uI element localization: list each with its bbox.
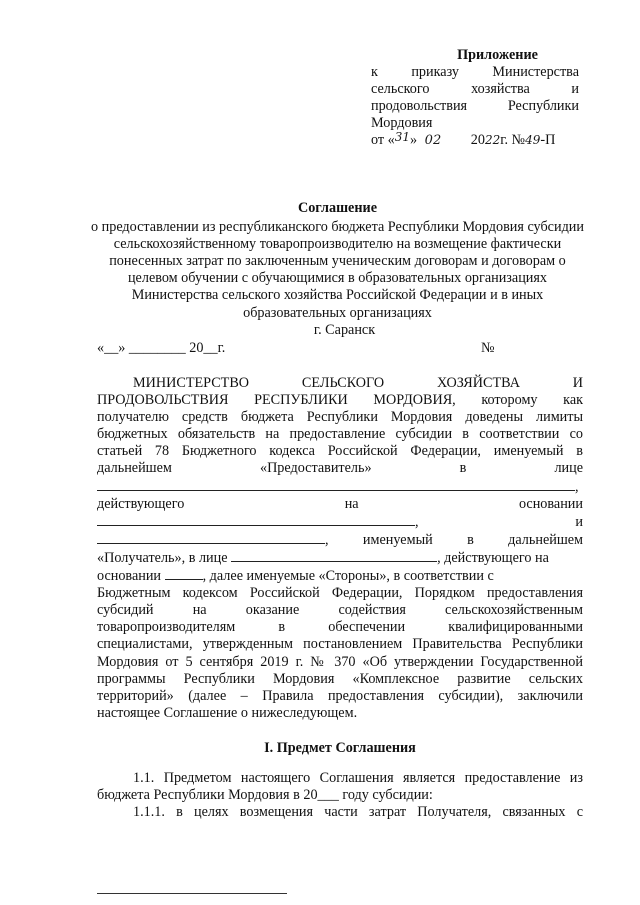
appendix-word: Министерства <box>492 64 579 81</box>
preamble <box>97 375 583 722</box>
text-word: , <box>575 478 579 495</box>
text-word: обеспечении <box>328 619 406 636</box>
text-word: основании <box>97 568 162 585</box>
appendix-word: сельского <box>371 81 430 98</box>
handwritten-number: 49 <box>525 133 541 148</box>
text-word: МОРДОВИЯ, <box>373 392 456 409</box>
appendix-word: к <box>371 64 378 81</box>
text-word: содействия <box>338 602 406 619</box>
text-line: 1.1. Предметом настоящего Соглашения является предоставление из <box>133 770 583 786</box>
text-word: субсидий <box>97 602 154 619</box>
text-word: на <box>344 495 359 512</box>
agreement-city: г. Саранск <box>313 321 376 338</box>
text-word: , <box>325 531 329 548</box>
text-word: как <box>563 392 584 409</box>
text-line: программы Республики Мордовия «Комплексное развитие сельских <box>97 670 583 687</box>
text-line: настоящее Соглашение о нижеследующем. <box>97 704 358 721</box>
text-word: в <box>278 619 286 636</box>
date-mid: » <box>410 132 418 149</box>
text-word: действующего <box>97 495 185 512</box>
footnote-divider <box>97 893 287 894</box>
text-word: основании <box>518 495 583 512</box>
text-line <box>97 602 583 619</box>
text-word: РЕСПУБЛИКИ <box>254 392 348 409</box>
text-word: в <box>467 531 474 548</box>
text-line: бюджетных обязательств на предоставление субсидии в соответствии со <box>97 426 583 443</box>
blank-field <box>165 567 203 580</box>
date-suffix: г. № <box>500 132 526 149</box>
agreement-title: Соглашение <box>297 200 378 216</box>
text-line <box>97 549 583 567</box>
text-line: статьей 78 Бюджетного кодекса Российской Федерации, именуемый в <box>97 443 583 460</box>
blank-field <box>231 549 437 562</box>
text-word: , далее именуемые «Стороны», в соответствии с <box>202 568 494 585</box>
appendix-word: продовольствия <box>371 98 468 115</box>
text-word: , <box>415 513 419 530</box>
handwritten-year: 22 <box>484 133 501 148</box>
appendix-line <box>371 81 579 98</box>
text-line <box>97 567 583 585</box>
text-line: бюджета Республики Мордовия в 20___ году субсидии: <box>97 787 433 804</box>
text-line <box>97 460 583 477</box>
blank-field <box>97 531 325 544</box>
text-line: 1.1.1. в целях возмещения части затрат Получателя, связанных с <box>133 804 583 821</box>
text-word: оказание <box>245 602 300 619</box>
text-word: именуемый <box>362 531 433 548</box>
text-line: Бюджетным кодексом Российской Федерации, Порядком предоставления <box>97 585 583 602</box>
text-line <box>97 478 583 496</box>
agreement-number-field: № <box>481 340 495 356</box>
blank-group <box>97 532 329 548</box>
text-word: сельскохозяйственным <box>445 602 584 619</box>
text-line: специалистами, утвержденным постановлением Правительства Республики <box>97 636 583 653</box>
text-word: СЕЛЬСКОГО <box>301 375 385 391</box>
text-word: И <box>572 375 584 391</box>
blank-field <box>97 513 415 526</box>
number-suffix: -П <box>540 132 556 149</box>
text-word: «Предоставитель» <box>259 460 372 477</box>
text-line <box>97 619 583 636</box>
text-word: МИНИСТЕРСТВО <box>133 375 250 391</box>
text-word: квалифицированными <box>448 619 584 636</box>
appendix-word: хозяйства <box>471 81 530 98</box>
text-word: «Получатель», в лице <box>97 549 228 566</box>
appendix-title: Приложение <box>457 47 538 63</box>
text-line <box>97 496 583 513</box>
text-word: , действующего на <box>437 549 549 566</box>
agreement-dateline <box>97 340 577 358</box>
text-line: Мордовия от 5 сентября 2019 г. № 370 «Об утверждении Государственной <box>97 653 583 670</box>
agreement-date-field: «__» ________ 20__г. <box>97 340 226 356</box>
text-line <box>97 375 583 392</box>
text-word: товаропроизводителям <box>97 619 236 636</box>
text-word: и <box>575 513 583 530</box>
date-prefix: от « <box>371 132 395 149</box>
appendix-word: Республики <box>507 98 579 115</box>
appendix-word: приказу <box>411 64 459 81</box>
handwritten-month: 02 <box>424 133 442 149</box>
text-word: которому <box>481 392 538 409</box>
text-line: территорий» (далее – Правила предоставления субсидии), заключили <box>97 687 583 704</box>
handwritten-day: 31 <box>394 130 411 145</box>
appendix-line <box>371 64 579 81</box>
text-word: лице <box>554 460 584 477</box>
date-year-prefix: 20 <box>470 132 485 149</box>
section-title: I. Предмет Соглашения <box>264 740 416 756</box>
agreement-subtitle: о предоставлении из республиканского бюджета Республики Мордовия субсидии сельскохозяйственному товаропроизводителю на возмещение фактически понесенных затрат по заключенным ученическим договорам и договорам о целевом обучении с обучающимися в образовательных организациях Министерства сельского хозяйства Российской Федерации и в иных образовательных организациях <box>91 219 584 321</box>
blank-group <box>97 514 419 530</box>
agreement-heading <box>90 200 585 339</box>
text-word: дальнейшем <box>97 460 172 477</box>
text-word: ХОЗЯЙСТВА <box>436 375 520 391</box>
text-word: дальнейшем <box>508 531 584 548</box>
text-line <box>97 513 583 531</box>
text-line <box>97 531 583 549</box>
blank-field <box>97 478 575 491</box>
text-line <box>97 392 583 409</box>
appendix-line <box>371 98 579 115</box>
text-word: ПРОДОВОЛЬСТВИЯ <box>97 392 229 409</box>
text-word: в <box>459 460 467 477</box>
appendix-line: Мордовия <box>371 115 433 132</box>
text-word: на <box>192 602 207 619</box>
appendix-block <box>371 47 579 151</box>
appendix-date-line <box>371 132 579 151</box>
text-line: получателю средств бюджета Республики Мордовия доведены лимиты <box>97 409 583 426</box>
section-1-text <box>97 770 583 821</box>
appendix-word: и <box>571 81 580 98</box>
